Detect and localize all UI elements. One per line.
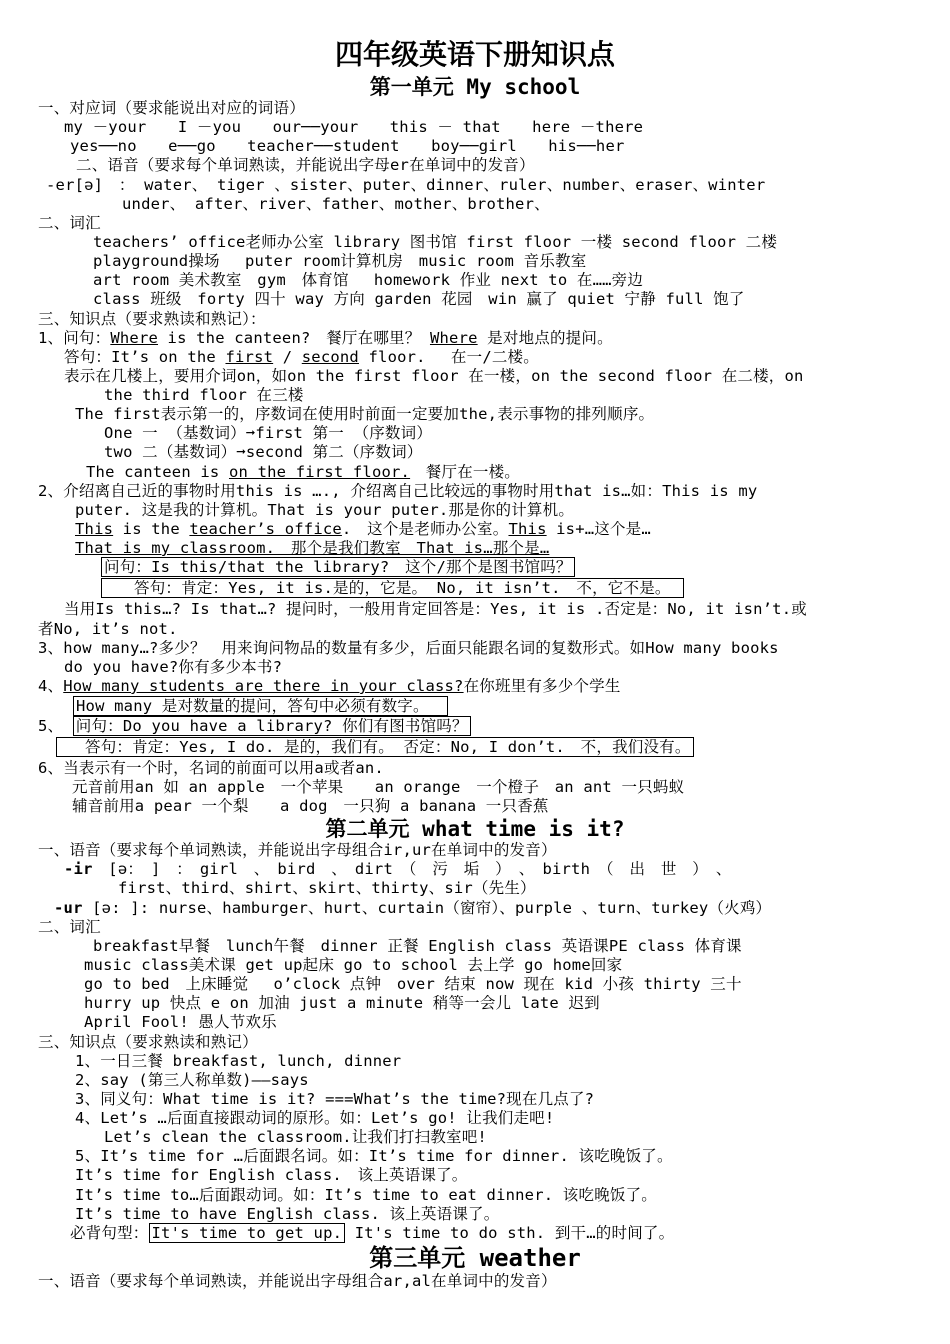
section-heading: 二、词汇 bbox=[38, 918, 101, 936]
text-line: 1、问句：Where is the canteen? 餐厅在哪里？ Where 是对地点的提问。 bbox=[38, 329, 613, 347]
text-line: 者No, it’s not. bbox=[38, 620, 178, 638]
text-line: It’s time to…后面跟动词。如：It’s time to eat dinner. 该吃晚饭了。 bbox=[75, 1186, 658, 1204]
text-line: the third floor 在三楼 bbox=[104, 386, 304, 404]
text-line: art room 美术教室 gym 体育馆 homework 作业 next to 在……旁边 bbox=[93, 271, 644, 289]
text-line: 5、It’s time for …后面跟名词。如：It’s time for dinner. 该吃晚饭了。 bbox=[75, 1147, 673, 1165]
text-line: under、 after、river、father、mother、brother、 bbox=[122, 195, 550, 213]
text-line: 表示在几楼上，要用介词on，如on the first floor 在一楼，on the second floor 在二楼，on bbox=[64, 367, 804, 385]
text-line: 4、Let’s …后面直接跟动词的原形。如：Let’s go! 让我们走吧! bbox=[75, 1109, 555, 1127]
text-line: 4、How many students are there in your class?在你班里有多少个学生 bbox=[38, 677, 621, 695]
text-line: my －your I －you our──your this － that here －there bbox=[64, 118, 644, 136]
boxed-question: 5、 问句：Do you have a library? 你们有图书馆吗？ bbox=[38, 717, 471, 736]
section-heading: 一、语音（要求每个单词熟读，并能说出字母组合ar,al在单词中的发音） bbox=[38, 1272, 557, 1290]
text-line: The first表示第一的，序数词在使用时前面一定要加the,表示事物的排列顺序。 bbox=[75, 405, 655, 423]
text-line: 当用Is this…? Is that…? 提问时，一般用肯定回答是：Yes, it is .否定是：No, it isn’t.或 bbox=[64, 600, 807, 618]
text-line: Let’s clean the classroom.让我们打扫教室吧! bbox=[104, 1128, 487, 1146]
text-line: 2、say (第三人称单数)——says bbox=[75, 1071, 309, 1089]
text-line: teachers’ office老师办公室 library 图书馆 first floor 一楼 second floor 二楼 bbox=[93, 233, 778, 251]
text-line: It’s time for English class. 该上英语课了。 bbox=[75, 1166, 468, 1184]
text-line: The canteen is on the first floor. 餐厅在一楼。 bbox=[86, 463, 520, 481]
text-line: It’s time to have English class. 该上英语课了。 bbox=[75, 1205, 500, 1223]
section-heading: 一、语音（要求每个单词熟读，并能说出字母组合ir,ur在单词中的发音） bbox=[38, 841, 557, 859]
text-line: go to bed 上床睡觉 o’clock 点钟 over 结束 now 现在 kid 小孩 thirty 三十 bbox=[84, 975, 742, 993]
text-line: playground操场 puter room计算机房 music room 音乐教室 bbox=[93, 252, 587, 270]
boxed-answer: 答句：肯定：Yes, I do. 是的，我们有。 否定：No, I don’t. 不，我们没有。 bbox=[56, 738, 694, 757]
boxed-question: 问句：Is this/that the library? 这个/那个是图书馆吗？ bbox=[101, 558, 575, 577]
text-line: 元音前用an 如 an apple 一个苹果 an orange 一个橙子 an ant 一只蚂蚁 bbox=[72, 778, 685, 796]
text-line: music class美术课 get up起床 go to school 去上学 go home回家 bbox=[84, 956, 623, 974]
section-heading: 二、语音（要求每个单词熟读，并能说出字母er在单词中的发音） bbox=[76, 156, 535, 174]
section-heading: 三、知识点（要求熟读和熟记）： bbox=[38, 310, 266, 328]
text-line: -ur [ə: ]: nurse、hamburger、hurt、curtain（窗帘）、purple 、turn、turkey（火鸡） bbox=[54, 899, 772, 917]
text-line: breakfast早餐 lunch午餐 dinner 正餐 English class 英语课PE class 体育课 bbox=[93, 937, 742, 955]
text-line: April Fool! 愚人节欢乐 bbox=[84, 1013, 277, 1031]
unit3-heading: 第三单元 weather bbox=[369, 1244, 581, 1272]
text-line: 3、how many…?多少？ 用来询问物品的数量有多少，后面只能跟名词的复数形式。如How many books bbox=[38, 639, 779, 657]
text-line: 6、当表示有一个时，名词的前面可以用a或者an. bbox=[38, 759, 384, 777]
text-line: 3、同义句：What time is it? ===What’s the time?现在几点了? bbox=[75, 1090, 595, 1108]
document-title: 四年级英语下册知识点 bbox=[334, 38, 615, 71]
section-heading: 一、对应词（要求能说出对应的词语） bbox=[38, 99, 305, 117]
text-line: This is the teacher’s office. 这个是老师办公室。This is+…这个是… bbox=[75, 520, 651, 538]
text-line: 必背句型： It's time to get up. It's time to do sth. 到干…的时间了。 bbox=[70, 1224, 675, 1242]
text-line: 1、一日三餐 breakfast, lunch, dinner bbox=[75, 1052, 402, 1070]
text-line: two 二（基数词）➞second 第二（序数词） bbox=[104, 443, 423, 461]
text-line: first、third、shirt、skirt、thirty、sir（先生） bbox=[118, 879, 536, 897]
text-line: puter. 这是我的计算机。That is your puter.那是你的计算机。 bbox=[75, 501, 575, 519]
text-line: 答句：It’s on the first / second floor. 在一/二楼。 bbox=[64, 348, 539, 366]
section-heading: 三、知识点（要求熟读和熟记） bbox=[38, 1033, 258, 1051]
text-line: 辅音前用a pear 一个梨 a dog 一只狗 a banana 一只香蕉 bbox=[72, 797, 549, 815]
boxed-answer: 答句：肯定：Yes, it is.是的，它是。 No, it isn’t. 不，它不是。 bbox=[101, 579, 684, 598]
text-line: yes──no e──go teacher──student boy──girl his──her bbox=[70, 137, 625, 155]
text-line: One 一 （基数词）➞first 第一 （序数词） bbox=[104, 424, 433, 442]
boxed-note: How many 是对数量的提问，答句中必须有数字。 bbox=[73, 697, 448, 716]
text-line: do you have?你有多少本书? bbox=[64, 658, 283, 676]
text-line: -er[ə] ： water、 tiger 、sister、puter、dinner、ruler、number、eraser、winter bbox=[46, 176, 766, 194]
text-line: hurry up 快点 e on 加油 just a minute 稍等一会儿 late 迟到 bbox=[84, 994, 600, 1012]
unit1-heading: 第一单元 My school bbox=[369, 75, 581, 99]
text-line: That is my classroom. 那个是我们教室 That is…那个是… bbox=[75, 539, 550, 557]
text-line: class 班级 forty 四十 way 方向 garden 花园 win 赢了 quiet 宁静 full 饱了 bbox=[93, 290, 745, 308]
unit2-heading: 第二单元 what time is it? bbox=[325, 817, 625, 841]
section-heading: 二、词汇 bbox=[38, 214, 101, 232]
text-line: 2、介绍离自己近的事物时用this is …., 介绍离自己比较远的事物时用that is…如：This is my bbox=[38, 482, 758, 500]
text-line: -ir [ə： ] ： girl 、 bird 、 dirt （ 污 垢 ） 、 birth （ 出 世 ） 、 bbox=[64, 860, 732, 878]
